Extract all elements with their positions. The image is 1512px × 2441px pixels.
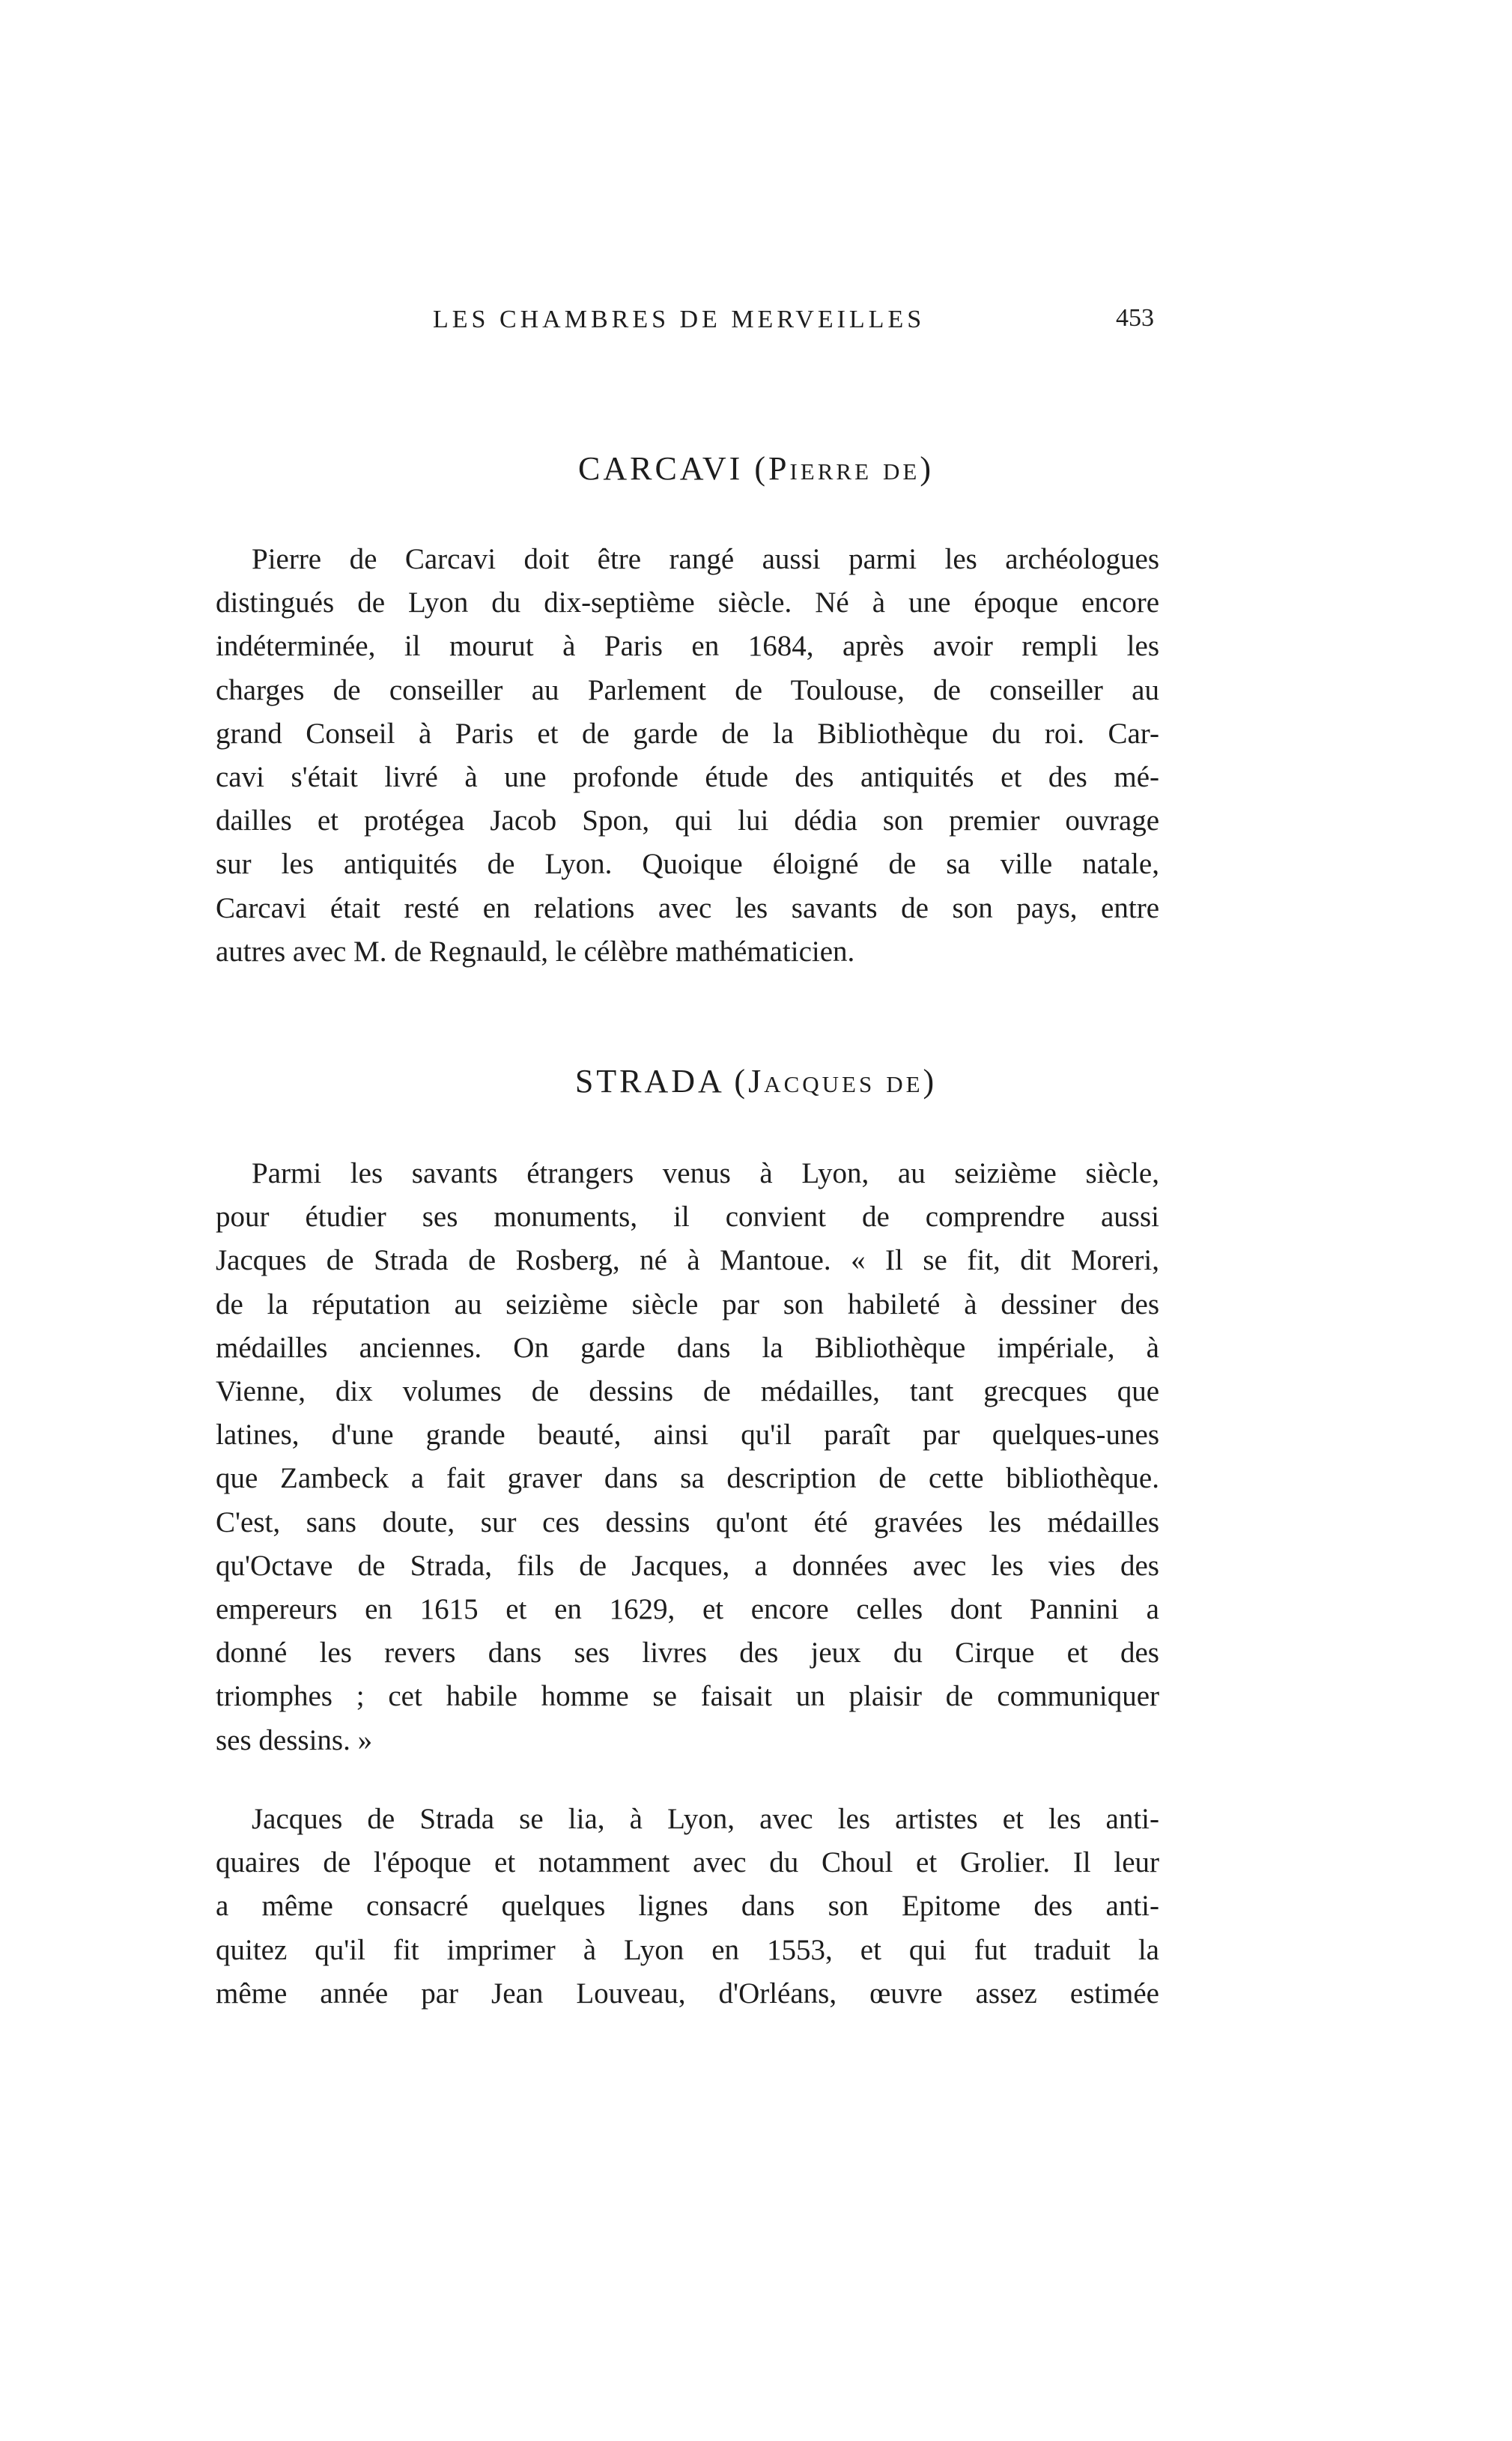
text-line: autres avec M. de Regnauld, le célèbre mathématicien. [216,935,855,968]
section-title-small-caps: Jacques de [748,1063,923,1100]
text-line: quaires de l'époque et notamment avec du Choul et Grolier. Il leur [216,1846,1159,1879]
text-line: C'est, sans doute, sur ces dessins qu'ont été gravées les médailles [216,1505,1159,1538]
text-line: cavi s'était livré à une profonde étude des antiquités et des mé- [216,761,1159,794]
text-line: empereurs en 1615 et en 1629, et encore celles dont Pannini a [216,1593,1159,1626]
text-line: indéterminée, il mourut à Paris en 1684, après avoir rempli les [216,630,1159,663]
section-title-carcavi: CARCAVI (Pierre de) [577,450,934,487]
text-line: ses dessins. » [216,1723,373,1756]
text-line: Jacques de Strada se lia, à Lyon, avec les artistes et les anti- [252,1803,1159,1835]
text-line: latines, d'une grande beauté, ainsi qu'il paraît par quelques-unes [216,1419,1159,1452]
text-line: grand Conseil à Paris et de garde de la Bibliothèque du roi. Car- [216,717,1159,750]
text-line: quitez qu'il fit imprimer à Lyon en 1553, et qui fut traduit la [216,1933,1159,1966]
section-title-strada: STRADA (Jacques de) [574,1063,938,1100]
running-title: LES CHAMBRES DE MERVEILLES [433,306,926,333]
section-title-main: CARCAVI [577,450,744,487]
text-line: a même consacré quelques lignes dans son Epitome des anti- [216,1890,1159,1923]
text-line: Jacques de Strada de Rosberg, né à Mantoue. « Il se fit, dit Moreri, [216,1244,1159,1277]
text-line: même année par Jean Louveau, d'Orléans, œuvre assez estimée [216,1977,1159,2010]
text-line: donné les revers dans ses livres des jeux du Cirque et des [216,1637,1159,1670]
text-line: Carcavi était resté en relations avec les savants de son pays, entre [216,891,1159,924]
paragraph-strada-2 [216,1798,1159,2016]
paragraph-strada-1 [216,1152,1159,1762]
section-title-main: STRADA [574,1063,723,1100]
text-line: charges de conseiller au Parlement de Toulouse, de conseiller au [216,673,1159,706]
text-line: de la réputation au seizième siècle par son habileté à dessiner des [216,1288,1159,1320]
text-line: distingués de Lyon du dix-septième siècle. Né à une époque encore [216,586,1159,619]
text-line: que Zambeck a fait graver dans sa description de cette bibliothèque. [216,1462,1159,1495]
text-line: dailles et protégea Jacob Spon, qui lui dédia son premier ouvrage [216,804,1159,837]
text-line: Parmi les savants étrangers venus à Lyon, au seizième siècle, [252,1157,1159,1189]
paragraph-carcavi [216,538,1159,974]
text-line: qu'Octave de Strada, fils de Jacques, a données avec les vies des [216,1549,1159,1582]
text-line: sur les antiquités de Lyon. Quoique éloigné de sa ville natale, [216,848,1159,881]
section-title-small-caps: Pierre de [768,450,920,487]
text-line: Vienne, dix volumes de dessins de médailles, tant grecques que [216,1375,1159,1408]
text-line: triomphes ; cet habile homme se faisait un plaisir de communiquer [216,1680,1159,1713]
text-line: médailles anciennes. On garde dans la Bibliothèque impériale, à [216,1331,1159,1364]
page-number: 453 [1116,304,1154,332]
text-line: pour étudier ses monuments, il convient de comprendre aussi [216,1201,1159,1234]
text-line: Pierre de Carcavi doit être rangé aussi parmi les archéologues [252,543,1159,575]
